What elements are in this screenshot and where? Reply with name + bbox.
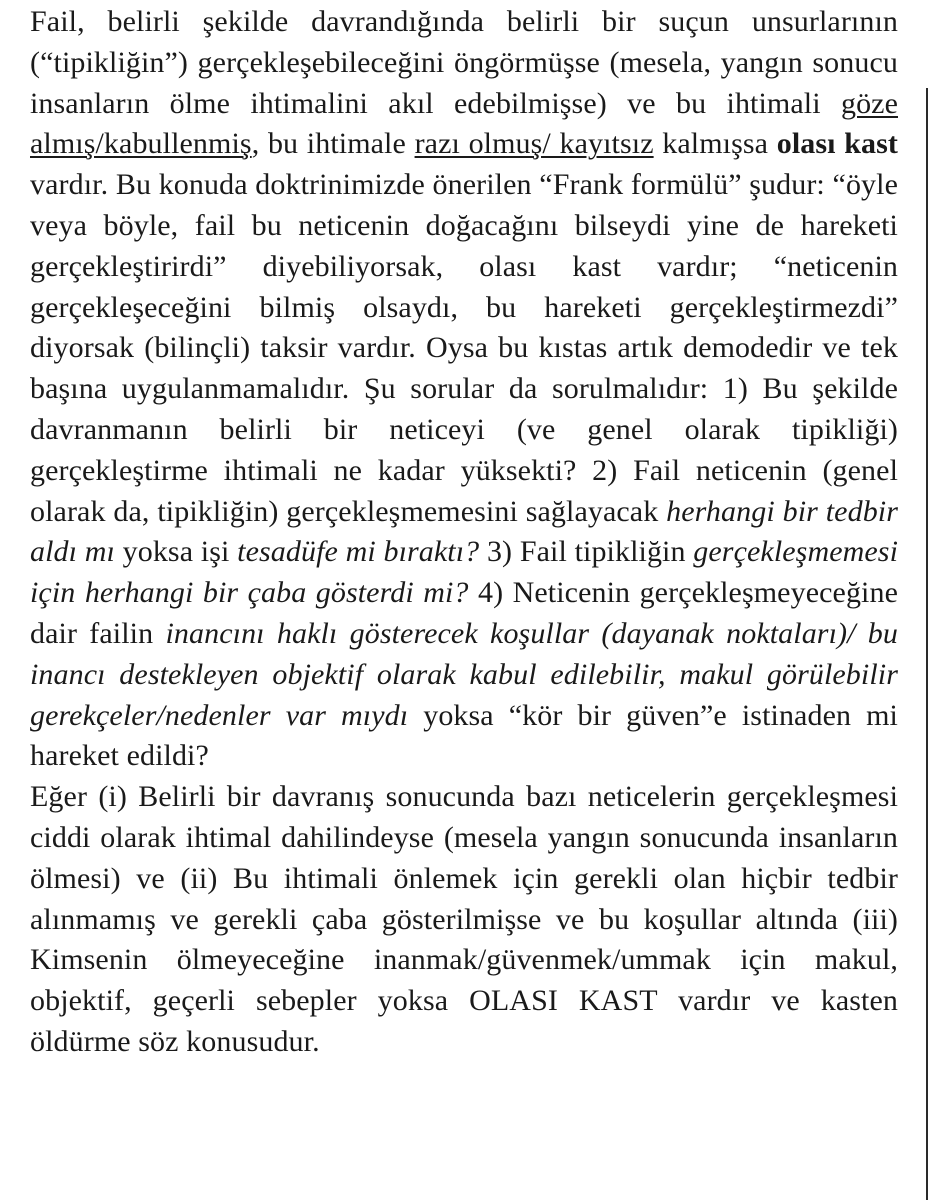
italic-phrase: inancını haklı gösterecek koşullar (dayanak noktaları)/ bu inancı destekleyen objektif olarak kabul edilebilir, makul görülebilir gerekçeler/nedenler var mıydı (30, 616, 898, 732)
bold-phrase: olası kast (776, 127, 898, 161)
scrollbar-track[interactable] (926, 88, 928, 1200)
document-page (30, 0, 898, 1200)
text-segment: yoksa “kör bir güven”e istinaden mi hareket edildi? (30, 698, 898, 773)
paragraph-2 (30, 777, 898, 1063)
text-segment: , bu ihtimale (251, 127, 415, 161)
underlined-phrase: razı olmuş/ kayıtsız (414, 127, 654, 161)
text-segment: Eğer (i) Belirli bir davranış sonucunda bazı neticelerin gerçekleşmesi ciddi olarak ihtimal dahilindeyse (mesela yangın sonucunda insanların ölmesi) ve (ii) Bu ihtimali önlemek için gerekli olan hiçbir tedbir alınmamış ve gerekli çaba gösterilmişse ve bu koşullar altında (iii) Kimsenin ölmeyeceğine inanmak/güvenmek/ummak için makul, objektif, geçerli sebepler yoksa OLASI KAST vardır ve kasten öldürme söz konusudur. (30, 780, 898, 1058)
italic-phrase: gerçekleşmemesi için herhangi bir çaba gösterdi mi? (30, 535, 899, 610)
text-segment: 4) Neticenin gerçekleşmeyeceğine dair failin (30, 576, 898, 650)
text-segment: 3) Fail tipikliğin (479, 535, 694, 569)
text-segment: kalmışsa (653, 127, 777, 161)
paragraph-1 (30, 2, 898, 777)
text-segment: vardır. Bu konuda doktrinimizde önerilen “Frank formülü” şudur: “öyle veya böyle, fail bu neticenin doğacağını bilseydi yine de hareketi gerçekleştirirdi” diyebiliyorsak, olası kast vardır; “neticenin gerçekleşeceğini bilmiş olsaydı, bu hareketi gerçekleştirmezdi” diyorsak (bilinçli) taksir vardır. Oysa bu kıstas artık demodedir ve tek başına uygulanmamalıdır. Şu sorular da sorulmalıdır: 1) Bu şekilde davranmanın belirli bir neticeyi (ve genel olarak tipikliği) gerçekleştirme ihtimali ne kadar yüksekti? 2) Fail neticenin (genel olarak da, tipikliğin) gerçekleşmemesini sağlayacak (30, 168, 898, 528)
text-segment: yoksa işi (114, 535, 238, 569)
italic-phrase: herhangi bir tedbir aldı mı (30, 494, 899, 569)
document-body (30, 0, 898, 1063)
italic-phrase: tesadüfe mi bıraktı? (237, 535, 480, 569)
text-segment: Fail, belirli şekilde davrandığında belirli bir suçun unsurlarının (“tipikliğin”) gerçekleşebileceğini öngörmüşse (mesela, yangın sonucu insanların ölme ihtimalini akıl edebilmişse) ve bu ihtimali (30, 5, 898, 120)
underlined-phrase: göze almış/kabullenmiş (30, 86, 898, 161)
